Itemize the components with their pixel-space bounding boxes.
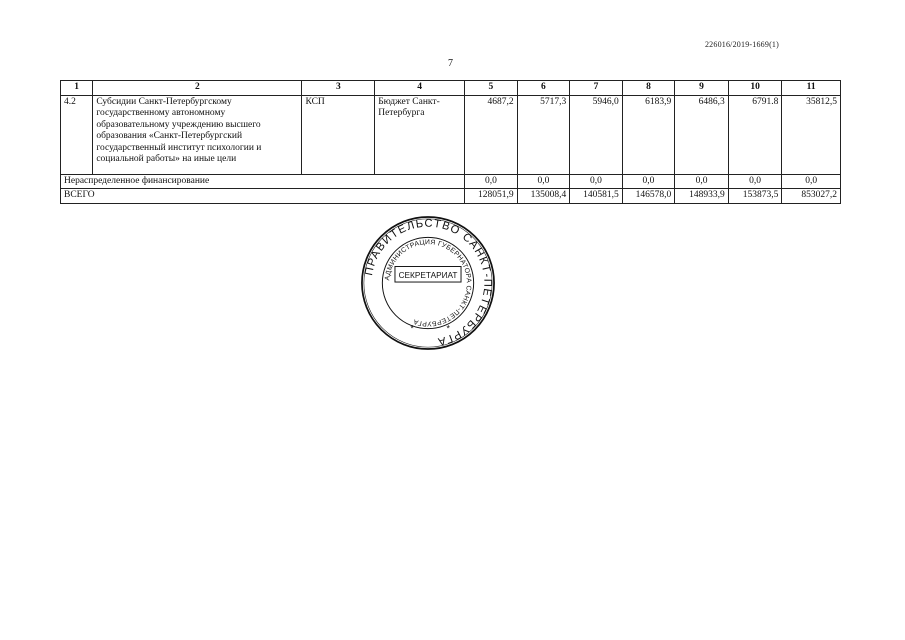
page-number: 7: [448, 58, 453, 69]
stamp-center-text: СЕКРЕТАРИАТ: [398, 271, 458, 281]
value-cell: 0,0: [517, 174, 570, 189]
value-cell: 6183,9: [622, 95, 675, 174]
value-cell: 140581,5: [570, 189, 623, 204]
financing-table: [60, 80, 841, 204]
value-cell: 0,0: [782, 174, 841, 189]
table-row: [61, 95, 841, 174]
value-cell: 4687,2: [465, 95, 518, 174]
document-id: 226016/2019-1669(1): [704, 40, 779, 49]
stamp-inner-text: АДМИНИСТРАЦИЯ ГУБЕРНАТОРА САНКТ-ПЕТЕРБУРГА: [384, 239, 472, 327]
value-cell: 0,0: [465, 174, 518, 189]
value-cell: 6791.8: [728, 95, 782, 174]
value-cell: 6486,3: [675, 95, 729, 174]
row-id-cell: 4.2: [61, 95, 93, 174]
value-cell: 0,0: [570, 174, 623, 189]
column-header: 6: [517, 81, 570, 96]
value-cell: 148933,9: [675, 189, 729, 204]
column-header: 4: [375, 81, 465, 96]
table-row-unallocated: [61, 174, 841, 189]
column-header: 2: [93, 81, 302, 96]
total-label: ВСЕГО: [61, 189, 465, 204]
value-cell: 0,0: [675, 174, 729, 189]
column-header: 3: [302, 81, 375, 96]
value-cell: 135008,4: [517, 189, 570, 204]
value-cell: 146578,0: [622, 189, 675, 204]
value-cell: 0,0: [622, 174, 675, 189]
value-cell: 153873,5: [728, 189, 782, 204]
unallocated-label: Нераспределенное финансирование: [61, 174, 465, 189]
value-cell: 0,0: [728, 174, 782, 189]
column-header: 1: [61, 81, 93, 96]
table-header-row: [61, 81, 841, 96]
value-cell: 128051,9: [465, 189, 518, 204]
svg-text:АДМИНИСТРАЦИЯ ГУБЕРНАТОРА САНК: [384, 239, 472, 327]
value-cell: 5946,0: [570, 95, 623, 174]
column-header: 8: [622, 81, 675, 96]
table-row-total: [61, 189, 841, 204]
column-header: 9: [675, 81, 729, 96]
column-header: 11: [782, 81, 841, 96]
value-cell: 5717,3: [517, 95, 570, 174]
description-cell: Субсидии Санкт-Петербургскому государственному автономному образовательному учреждению высшего образования «Санкт-Петербургский государственный институт психологии и социальной работы» на иные цели: [93, 95, 302, 174]
column-header: 5: [465, 81, 518, 96]
funding-source-cell: Бюджет Санкт-Петербурга: [375, 95, 465, 174]
stamp-outer-text: ПРАВИТЕЛЬСТВО САНКТ-ПЕТЕРБУРГА: [363, 217, 494, 348]
stamp-star-icon: *: [446, 323, 450, 334]
value-cell: 35812,5: [782, 95, 841, 174]
secretariat-stamp: [360, 215, 496, 351]
executor-cell: КСП: [302, 95, 375, 174]
value-cell: 853027,2: [782, 189, 841, 204]
column-header: 10: [728, 81, 782, 96]
stamp-star-icon: *: [410, 323, 414, 334]
column-header: 7: [570, 81, 623, 96]
